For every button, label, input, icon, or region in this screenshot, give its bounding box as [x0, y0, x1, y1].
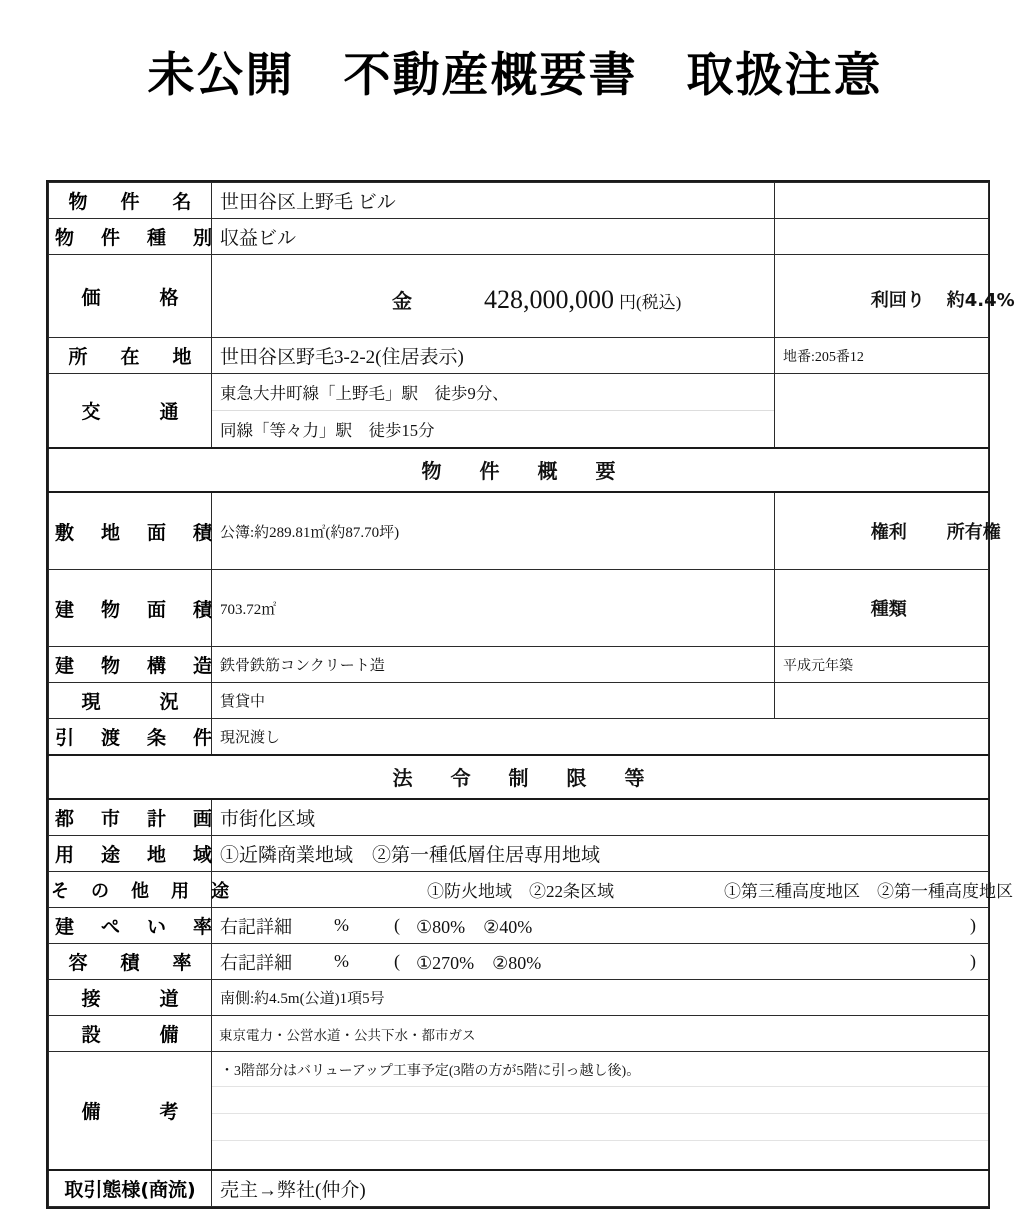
section-header-overview-text: 物 件 概 要: [421, 459, 625, 483]
value-transaction-type: [212, 1170, 989, 1207]
table-row-structure: [49, 647, 989, 683]
value-city-plan: [212, 799, 989, 836]
value-handover-text: 現況渡し: [220, 730, 281, 746]
table-row-building-area: [49, 570, 989, 647]
table-row-use-district: [49, 836, 989, 872]
floor-area-ratio-values: ①270% ②80%: [416, 952, 542, 973]
table-row-address: [49, 338, 989, 374]
value-property-type-text: 収益ビル: [220, 228, 297, 249]
table-row-other-use: [49, 872, 989, 908]
value-price: [212, 255, 775, 338]
lot-number-text: 地番:205番12: [783, 349, 864, 365]
transit-line-1: 東急大井町線「上野毛」駅 徒歩9分、: [220, 384, 509, 403]
table-row-road-access: [49, 980, 989, 1016]
label-address: [49, 338, 212, 374]
build-year-text: 平成元年築: [783, 658, 853, 674]
value-property-type: [212, 219, 775, 255]
property-summary-table: [46, 180, 1015, 1209]
label-current-status: [49, 683, 212, 719]
yield-label: 利回り: [870, 290, 925, 311]
right-property-type-text: [775, 233, 988, 241]
label-handover-text: 引 渡 条 件: [55, 727, 217, 749]
label-property-type: [49, 219, 217, 255]
floor-area-ratio-note: 右記詳細: [220, 952, 292, 973]
value-current-status: [212, 683, 775, 719]
label-other-use: [49, 872, 231, 908]
section-header-overview-cell: [49, 448, 989, 492]
floor-area-ratio-percent-sign: %: [334, 951, 349, 971]
label-transaction-type-text: 取引態様(商流): [64, 1178, 196, 1201]
label-road-access: [49, 980, 212, 1016]
value-building-area: [212, 570, 775, 647]
right-current-status-text: [775, 697, 988, 705]
label-address-text: 所 在 地: [68, 346, 199, 368]
coverage-ratio-note: 右記詳細: [220, 916, 292, 937]
label-structure: [49, 647, 217, 683]
right-transit-text: [775, 407, 988, 415]
floor-area-ratio-close-paren: ): [970, 951, 976, 971]
label-building-area: [49, 570, 217, 647]
label-property-type-text: 物 件 種 別: [55, 227, 217, 249]
coverage-ratio-open-paren: (: [394, 915, 400, 935]
label-city-plan: [49, 799, 217, 836]
right-address-lotnumber: [775, 338, 989, 374]
table-row-handover: [49, 719, 989, 756]
value-remarks: [212, 1052, 989, 1170]
table-row-current-status: [49, 683, 989, 719]
label-coverage-ratio: [49, 908, 217, 944]
other-use-group-a: ①防火地域 ②22条区域: [427, 882, 614, 901]
value-handover: [212, 719, 989, 756]
value-property-name: [212, 183, 775, 219]
label-city-plan-text: 都 市 計 画: [55, 808, 217, 830]
table-row-transit: [49, 374, 989, 449]
table-row-property-type: [49, 219, 989, 255]
rights-label: 権利: [870, 522, 907, 543]
coverage-ratio-percent-sign: %: [334, 915, 349, 935]
value-road-access: [212, 980, 989, 1016]
label-other-use-text: そ の 他 用 途: [51, 880, 231, 902]
label-site-area-text: 敷 地 面 積: [55, 521, 217, 544]
remarks-line-1: ・3階部分はバリューアップ工事予定(3階の方が5階に引っ越し後)。: [220, 1064, 641, 1080]
rights-value: 所有権: [946, 522, 1001, 543]
label-utilities: [49, 1016, 212, 1052]
table-row-coverage-ratio: [49, 908, 989, 944]
label-structure-text: 建 物 構 造: [55, 655, 217, 677]
label-transit: [49, 374, 212, 449]
remarks-blank-line: [212, 1113, 988, 1140]
value-property-name-text: 世田谷区上野毛 ビル: [220, 192, 396, 213]
table-row-price: [49, 255, 989, 338]
label-remarks: [49, 1052, 212, 1170]
floor-area-ratio-open-paren: (: [394, 951, 400, 971]
label-transit-text: 交 通: [81, 401, 186, 423]
value-road-access-text: 南側:約4.5m(公道)1項5号: [220, 991, 385, 1007]
value-use-district-text: ①近隣商業地域 ②第一種低層住居専用地域: [220, 845, 601, 866]
value-building-area-text: 703.72㎡: [220, 601, 277, 618]
label-coverage-ratio-text: 建 ぺ い 率: [55, 916, 217, 938]
value-address: [212, 338, 775, 374]
building-kind-label: 種類: [870, 599, 907, 620]
table-row-site-area: [49, 492, 989, 570]
value-transaction-type-text: 売主→弊社(仲介): [220, 1179, 366, 1201]
price-amount: 428,000,000: [484, 285, 614, 314]
right-property-name: [775, 183, 989, 219]
label-floor-area-ratio-text: 容 積 率: [68, 952, 199, 974]
right-price-yield: [775, 255, 1015, 338]
yield-value: 約4.4%: [946, 290, 1015, 311]
right-building-kind: [775, 570, 989, 647]
table-row-transaction-type: [49, 1170, 989, 1207]
label-current-status-text: 現 況: [81, 691, 186, 713]
label-site-area: [49, 492, 217, 570]
remarks-blank-line: [212, 1086, 988, 1113]
value-structure-text: 鉄骨鉄筋コンクリート造: [220, 658, 385, 674]
label-building-area-text: 建 物 面 積: [55, 598, 217, 621]
label-property-name: [49, 183, 212, 219]
value-utilities-text: 東京電力・公営水道・公共下水・都市ガス: [219, 1027, 476, 1043]
other-use-group-b: ①第三種高度地区 ②第一種高度地区: [724, 882, 1013, 901]
label-transaction-type: [49, 1170, 212, 1207]
value-transit: [212, 374, 775, 449]
value-use-district: [212, 836, 989, 872]
remarks-blank-line: [212, 1140, 988, 1167]
table-row-remarks: [49, 1052, 989, 1170]
section-header-overview: [49, 448, 989, 492]
table-row-property-name: [49, 183, 989, 219]
value-site-area: [212, 492, 775, 570]
value-current-status-text: 賃貸中: [220, 694, 266, 710]
table-row-utilities: [49, 1016, 989, 1052]
table-row-city-plan: [49, 799, 989, 836]
value-city-plan-text: 市街化区域: [220, 809, 316, 830]
label-price-text: 価 格: [81, 286, 186, 309]
value-utilities: [212, 1016, 989, 1052]
value-site-area-text: 公簿:約289.81㎡(約87.70坪): [220, 524, 400, 541]
value-structure: [212, 647, 775, 683]
value-address-text: 世田谷区野毛3-2-2(住居表示): [220, 347, 464, 368]
right-current-status: [775, 683, 989, 719]
section-header-legal-text: 法 令 制 限 等: [392, 766, 654, 790]
price-unit: 円(税込): [619, 293, 682, 312]
label-use-district-text: 用 途 地 域: [55, 844, 217, 866]
page-title: 未公開 不動産概要書 取扱注意: [147, 48, 883, 103]
section-header-legal: [49, 755, 989, 799]
transit-line-2: 同線「等々力」駅 徒歩15分: [212, 410, 774, 447]
label-use-district: [49, 836, 217, 872]
table-row-floor-area-ratio: [49, 944, 989, 980]
right-rights: [775, 492, 1001, 570]
price-currency-mark: 金: [392, 289, 412, 313]
label-floor-area-ratio: [49, 944, 212, 980]
label-utilities-text: 設 備: [81, 1024, 186, 1046]
label-remarks-text: 備 考: [81, 1100, 186, 1123]
value-coverage-ratio: [212, 908, 989, 944]
value-floor-area-ratio: [212, 944, 989, 980]
value-other-use: [212, 872, 1013, 908]
label-price: [49, 255, 212, 338]
right-property-name-text: [775, 197, 988, 205]
right-property-type: [775, 219, 989, 255]
right-transit: [775, 374, 989, 449]
label-handover: [49, 719, 217, 756]
label-property-name-text: 物 件 名: [68, 191, 199, 213]
coverage-ratio-values: ①80% ②40%: [416, 916, 533, 937]
coverage-ratio-close-paren: ): [970, 915, 976, 935]
label-road-access-text: 接 道: [81, 988, 186, 1010]
right-build-year: [775, 647, 989, 683]
section-header-legal-cell: [49, 755, 989, 799]
